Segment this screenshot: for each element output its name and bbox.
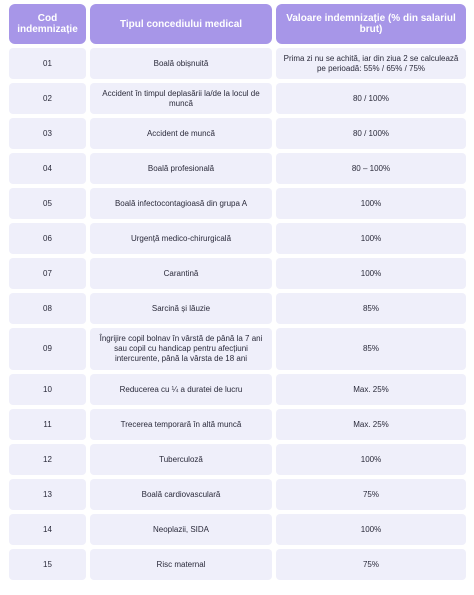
row-code: 02 xyxy=(9,83,86,114)
table-row xyxy=(9,118,466,149)
row-value: 100% xyxy=(276,258,466,289)
row-code: 15 xyxy=(9,549,86,580)
row-value: 100% xyxy=(276,514,466,545)
row-value: Max. 25% xyxy=(276,409,466,440)
row-code: 06 xyxy=(9,223,86,254)
table-row xyxy=(9,223,466,254)
row-type: Trecerea temporară în altă muncă xyxy=(90,409,272,440)
table-row xyxy=(9,293,466,324)
header-code: Cod indemnizație xyxy=(9,4,86,44)
row-value: 85% xyxy=(276,328,466,370)
table-row xyxy=(9,374,466,405)
row-type: Carantină xyxy=(90,258,272,289)
row-type: Boală infectocontagioasă din grupa A xyxy=(90,188,272,219)
row-type: Boală profesională xyxy=(90,153,272,184)
row-value: Max. 25% xyxy=(276,374,466,405)
table-row xyxy=(9,188,466,219)
table-row xyxy=(9,153,466,184)
table-row xyxy=(9,258,466,289)
indemnity-table xyxy=(9,4,466,584)
row-type: Accident de muncă xyxy=(90,118,272,149)
row-value: 100% xyxy=(276,444,466,475)
row-code: 12 xyxy=(9,444,86,475)
row-value: 100% xyxy=(276,223,466,254)
row-code: 09 xyxy=(9,328,86,370)
row-code: 01 xyxy=(9,48,86,79)
table-row xyxy=(9,328,466,370)
row-code: 13 xyxy=(9,479,86,510)
row-value: 80 – 100% xyxy=(276,153,466,184)
row-value: 75% xyxy=(276,479,466,510)
table-row xyxy=(9,549,466,580)
table-row xyxy=(9,479,466,510)
table-header xyxy=(9,4,466,44)
row-code: 07 xyxy=(9,258,86,289)
row-code: 08 xyxy=(9,293,86,324)
row-type: Tuberculoză xyxy=(90,444,272,475)
row-type: Neoplazii, SIDA xyxy=(90,514,272,545)
header-value: Valoare indemnizație (% din salariul brut) xyxy=(276,4,466,44)
row-code: 03 xyxy=(9,118,86,149)
row-code: 10 xyxy=(9,374,86,405)
row-type: Sarcină și lăuzie xyxy=(90,293,272,324)
row-type: Boală obișnuită xyxy=(90,48,272,79)
row-type: Boală cardiovasculară xyxy=(90,479,272,510)
table-row xyxy=(9,83,466,114)
row-type: Îngrijire copil bolnav în vârstă de până la 7 ani sau copil cu handicap pentru afecțiuni intercurente, până la vârsta de 18 ani xyxy=(90,328,272,370)
row-code: 05 xyxy=(9,188,86,219)
row-type: Accident în timpul deplasării la/de la locul de muncă xyxy=(90,83,272,114)
row-value: 75% xyxy=(276,549,466,580)
row-code: 04 xyxy=(9,153,86,184)
row-value: 85% xyxy=(276,293,466,324)
row-value: 80 / 100% xyxy=(276,83,466,114)
row-value: Prima zi nu se achită, iar din ziua 2 se calculează pe perioadă: 55% / 65% / 75% xyxy=(276,48,466,79)
row-code: 11 xyxy=(9,409,86,440)
row-type: Risc maternal xyxy=(90,549,272,580)
row-value: 80 / 100% xyxy=(276,118,466,149)
table-row xyxy=(9,514,466,545)
table-row xyxy=(9,409,466,440)
table-row xyxy=(9,444,466,475)
row-code: 14 xyxy=(9,514,86,545)
row-type: Urgență medico-chirurgicală xyxy=(90,223,272,254)
row-value: 100% xyxy=(276,188,466,219)
row-type: Reducerea cu ¼ a duratei de lucru xyxy=(90,374,272,405)
header-type: Tipul concediului medical xyxy=(90,4,272,44)
table-row xyxy=(9,48,466,79)
